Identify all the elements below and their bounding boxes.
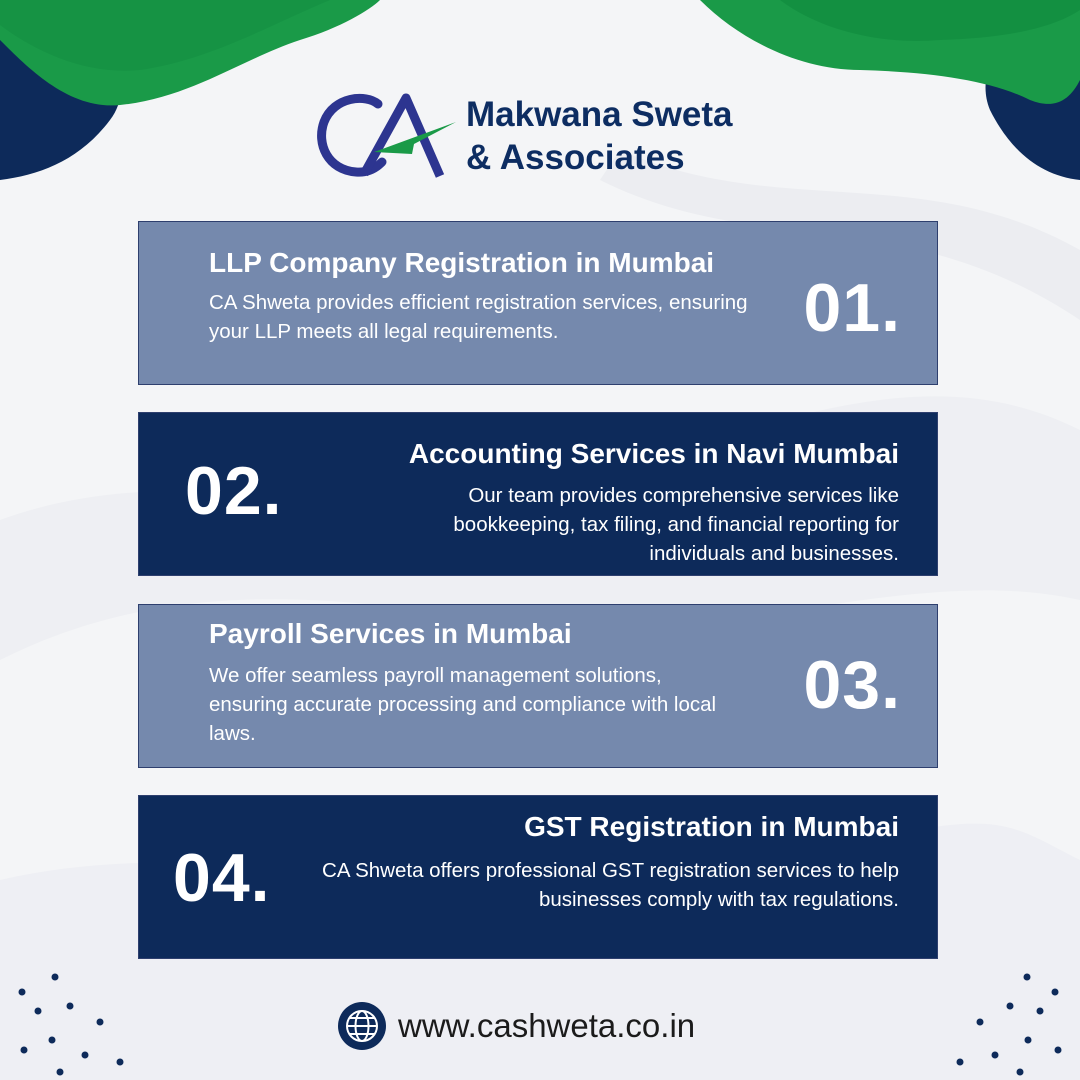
service-card-4 [138,795,938,959]
service-title: Payroll Services in Mumbai [209,618,572,649]
svg-text:CA: CA [316,92,318,93]
ca-logo-mark [316,92,456,180]
service-card-1 [138,221,938,385]
service-title: LLP Company Registration in Mumbai [209,247,715,278]
service-title: Accounting Services in Navi Mumbai [408,438,899,469]
service-description: CA Shweta offers professional GST registration services to help businesses comply with tax regulations. [322,859,899,911]
brand-name [466,94,733,179]
globe-icon [338,1002,386,1050]
service-card-2 [138,412,938,576]
brand-logo [316,92,776,182]
service-number: 04. [173,840,271,916]
website-link[interactable]: www.cashweta.co.in [398,1007,696,1044]
service-title: GST Registration in Mumbai [524,811,899,842]
brand-name-line1: Makwana Sweta [466,95,733,134]
service-number: 03. [803,647,901,723]
service-card-3 [138,604,938,768]
service-description: We offer seamless payroll management solutions, ensuring accurate processing and compliance with local laws. [209,664,717,745]
service-description: CA Shweta provides efficient registration services, ensuring your LLP meets all legal requirements. [209,291,748,343]
brand-name-line2: & Associates [466,138,685,177]
service-number: 01. [803,270,901,346]
service-number: 02. [185,453,283,529]
service-description: Our team provides comprehensive services like bookkeeping, tax filing, and financial reporting for individuals and businesses. [453,484,899,565]
footer [336,1002,756,1052]
